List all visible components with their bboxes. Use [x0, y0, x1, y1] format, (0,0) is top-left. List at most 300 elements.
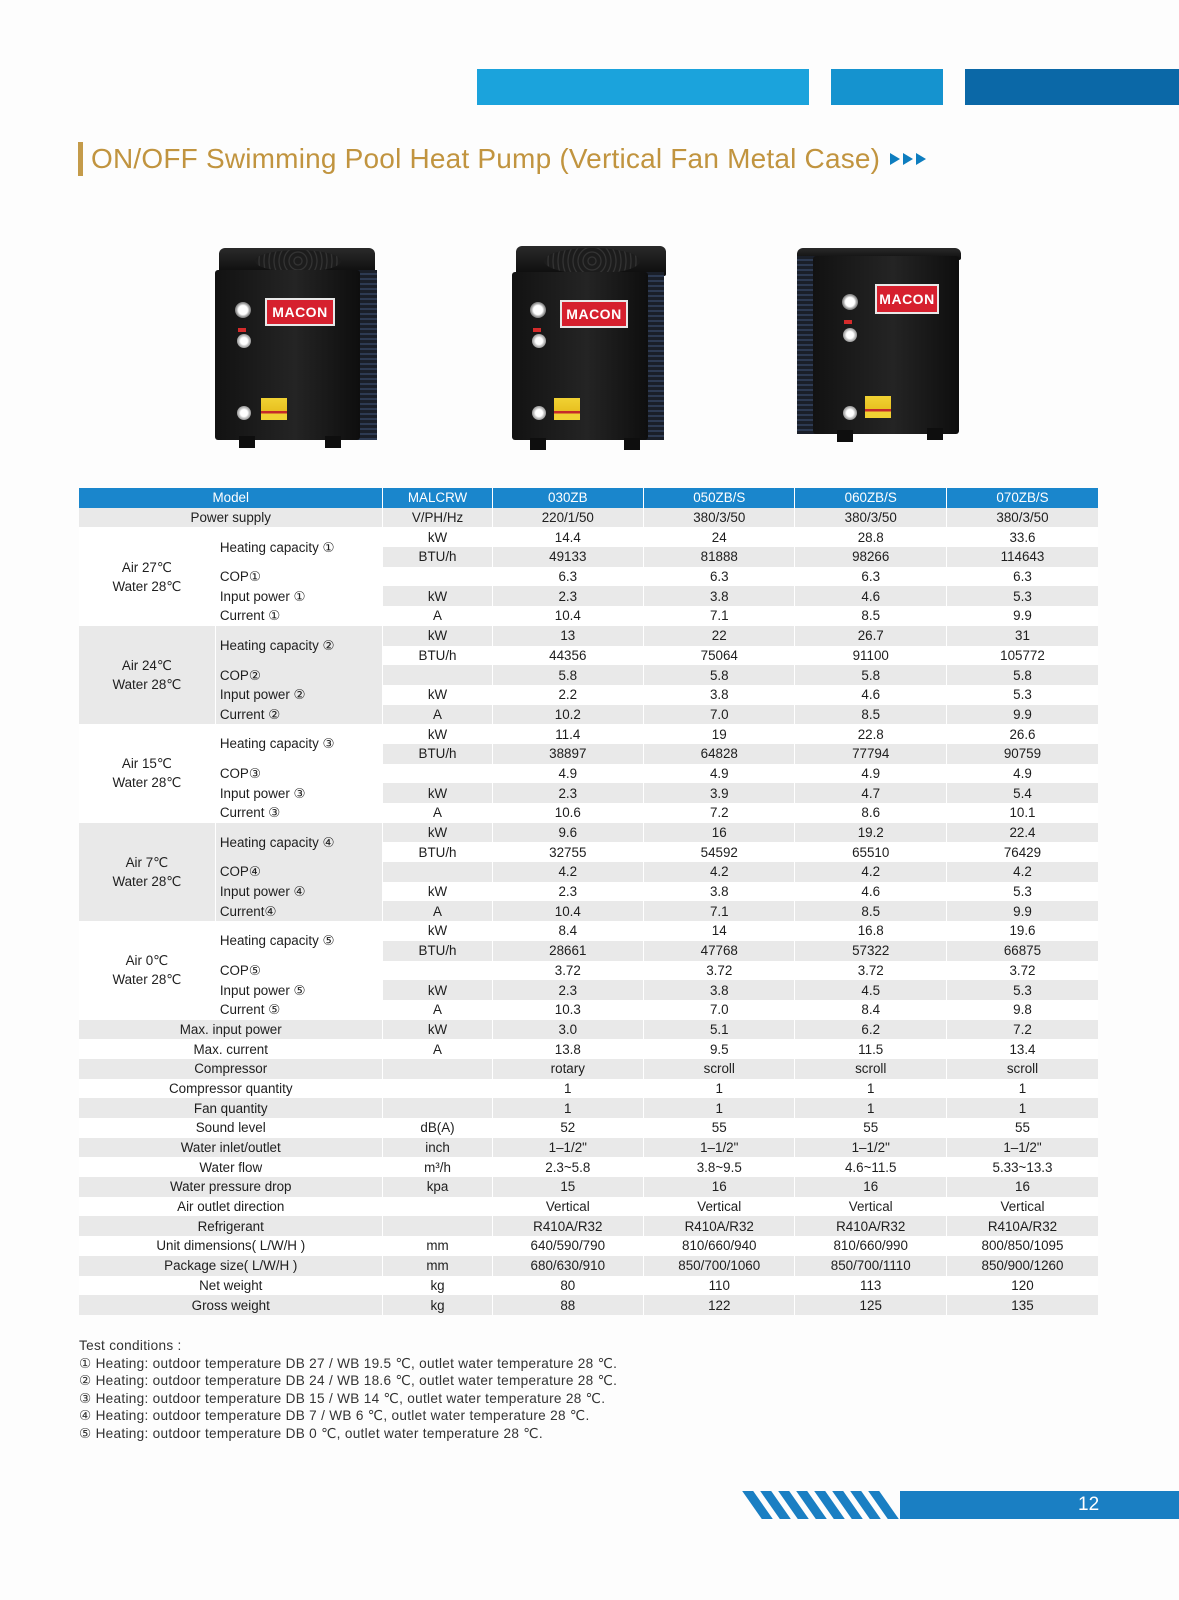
row-label: Max. input power: [79, 1020, 383, 1040]
row-label: Unit dimensions( L/W/H ): [79, 1236, 383, 1256]
cell-value: 6.3: [644, 567, 795, 587]
cell-value: 14.4: [492, 527, 643, 547]
cell-value: 4.6: [795, 685, 946, 705]
cell-value: 1–1/2": [795, 1138, 946, 1158]
cell-value: 380/3/50: [946, 508, 1098, 528]
product-image-030zb: [215, 248, 380, 450]
cell-value: 4.9: [795, 764, 946, 784]
table-row: [79, 1020, 1098, 1040]
warning-label-icon: [261, 398, 287, 420]
row-unit: kW: [383, 980, 492, 1000]
cell-value: 13.8: [492, 1039, 643, 1059]
cell-value: 55: [946, 1118, 1098, 1138]
cell-value: 9.6: [492, 823, 643, 843]
cell-value: 2.3: [492, 783, 643, 803]
parameter-label: COP⑤: [215, 961, 383, 981]
parameter-label: Input power ②: [215, 685, 383, 705]
cell-value: 125: [795, 1295, 946, 1315]
row-unit: [383, 1216, 492, 1236]
cell-value: 1: [644, 1098, 795, 1118]
row-unit: kW: [383, 586, 492, 606]
fan-grille-icon: [544, 248, 640, 274]
test-condition-cell: [79, 527, 215, 625]
cell-value: 810/660/990: [795, 1236, 946, 1256]
condition-air: Air 0℃: [125, 953, 169, 969]
cell-value: 810/660/940: [644, 1236, 795, 1256]
table-row: [79, 862, 1098, 882]
row-unit: kW: [383, 685, 492, 705]
row-label: Water flow: [79, 1157, 383, 1177]
cell-value: 77794: [795, 744, 946, 764]
cell-value: 11.5: [795, 1039, 946, 1059]
table-row: [79, 1138, 1098, 1158]
condition-water: Water 28℃: [112, 677, 182, 693]
cell-value: 91100: [795, 646, 946, 666]
cell-value: 1–1/2": [644, 1138, 795, 1158]
table-header-row: [79, 488, 1098, 508]
parameter-label: Input power ①: [215, 586, 383, 606]
cell-value: 47768: [644, 941, 795, 961]
cell-value: 1: [492, 1098, 643, 1118]
heating-capacity-label: Heating capacity ①: [215, 527, 383, 566]
cell-value: 10.3: [492, 1000, 643, 1020]
condition-water: Water 28℃: [112, 873, 182, 889]
brand-logo: MACON: [560, 300, 628, 328]
pressure-gauge-icon: [235, 302, 251, 318]
cell-value: 5.8: [795, 665, 946, 685]
cell-value: 2.2: [492, 685, 643, 705]
cell-value: rotary: [492, 1059, 643, 1079]
table-row: [79, 1236, 1098, 1256]
cell-value: 680/630/910: [492, 1256, 643, 1276]
row-unit: BTU/h: [383, 547, 492, 567]
cell-value: 2.3: [492, 882, 643, 902]
cell-value: 10.2: [492, 705, 643, 725]
row-unit: V/PH/Hz: [383, 508, 492, 528]
table-row: [79, 567, 1098, 587]
cell-value: 220/1/50: [492, 508, 643, 528]
row-unit: A: [383, 606, 492, 626]
cell-value: 8.4: [492, 921, 643, 941]
cell-value: R410A/R32: [946, 1216, 1098, 1236]
brand-logo: MACON: [875, 284, 939, 314]
cell-value: 26.7: [795, 626, 946, 646]
parameter-label: Current④: [215, 901, 383, 921]
cell-value: 110: [644, 1276, 795, 1296]
cell-value: 76429: [946, 842, 1098, 862]
cell-value: 49133: [492, 547, 643, 567]
note-line: ⑤ Heating: outdoor temperature DB 0 ℃, outlet water temperature 28 ℃.: [79, 1425, 543, 1441]
cell-value: 16: [946, 1177, 1098, 1197]
cell-value: 10.4: [492, 901, 643, 921]
row-unit: [383, 1059, 492, 1079]
table-row: [79, 705, 1098, 725]
cell-value: 6.3: [946, 567, 1098, 587]
table-row: [79, 803, 1098, 823]
table-row: [79, 961, 1098, 981]
note-line: ④ Heating: outdoor temperature DB 7 / WB 6 ℃, outlet water temperature 28 ℃.: [79, 1408, 590, 1424]
cell-value: 4.2: [946, 862, 1098, 882]
note-line: ① Heating: outdoor temperature DB 27 / WB 19.5 ℃, outlet water temperature 28 ℃.: [79, 1355, 618, 1371]
row-label: Package size( L/W/H ): [79, 1256, 383, 1276]
row-unit: [383, 665, 492, 685]
heating-capacity-label: Heating capacity ⑤: [215, 921, 383, 960]
row-unit: dB(A): [383, 1118, 492, 1138]
parameter-label: COP④: [215, 862, 383, 882]
row-unit: kW: [383, 626, 492, 646]
cell-value: 640/590/790: [492, 1236, 643, 1256]
row-unit: [383, 1098, 492, 1118]
table-row: [79, 901, 1098, 921]
header-bar-mid: [831, 69, 943, 105]
cell-value: 1: [795, 1098, 946, 1118]
spec-table: [79, 488, 1098, 1315]
cell-value: scroll: [644, 1059, 795, 1079]
cell-value: 4.6: [795, 882, 946, 902]
row-unit: A: [383, 705, 492, 725]
cell-value: 7.0: [644, 705, 795, 725]
cell-value: 38897: [492, 744, 643, 764]
cell-value: 10.6: [492, 803, 643, 823]
water-port-icon: [237, 406, 251, 420]
cell-value: 13.4: [946, 1039, 1098, 1059]
table-row: [79, 1216, 1098, 1236]
condition-water: Water 28℃: [112, 775, 182, 791]
cell-value: 33.6: [946, 527, 1098, 547]
cell-value: 9.9: [946, 606, 1098, 626]
water-port-icon: [237, 334, 251, 348]
condition-water: Water 28℃: [112, 578, 182, 594]
table-row: [79, 1059, 1098, 1079]
cell-value: 7.0: [644, 1000, 795, 1020]
cell-value: 5.4: [946, 783, 1098, 803]
water-port-icon: [843, 328, 857, 342]
cell-value: 26.6: [946, 724, 1098, 744]
cell-value: 3.8: [644, 685, 795, 705]
parameter-label: Current ①: [215, 606, 383, 626]
cell-value: 8.5: [795, 901, 946, 921]
row-label: Max. current: [79, 1039, 383, 1059]
cell-value: 9.9: [946, 705, 1098, 725]
condition-air: Air 27℃: [121, 559, 172, 575]
cell-value: 22: [644, 626, 795, 646]
cell-value: 5.33~13.3: [946, 1157, 1098, 1177]
cell-value: 10.4: [492, 606, 643, 626]
cell-value: 113: [795, 1276, 946, 1296]
cell-value: 3.8: [644, 586, 795, 606]
row-unit: A: [383, 901, 492, 921]
cell-value: 16.8: [795, 921, 946, 941]
row-unit: [383, 1197, 492, 1217]
pressure-gauge-icon: [530, 302, 546, 318]
cell-value: 7.1: [644, 606, 795, 626]
parameter-label: Input power ③: [215, 783, 383, 803]
row-unit: inch: [383, 1138, 492, 1158]
cell-value: 105772: [946, 646, 1098, 666]
cell-value: 14: [644, 921, 795, 941]
row-label: Power supply: [79, 508, 383, 528]
row-label: Water inlet/outlet: [79, 1138, 383, 1158]
cell-value: 380/3/50: [795, 508, 946, 528]
cell-value: 28.8: [795, 527, 946, 547]
fan-grille-icon: [255, 250, 341, 272]
table-row: [79, 980, 1098, 1000]
parameter-label: Input power ④: [215, 882, 383, 902]
cell-value: 5.3: [946, 586, 1098, 606]
cell-value: 2.3~5.8: [492, 1157, 643, 1177]
condition-air: Air 24℃: [121, 658, 172, 674]
row-label: Compressor quantity: [79, 1079, 383, 1099]
cell-value: 2.3: [492, 586, 643, 606]
table-row: [79, 626, 1098, 646]
pressure-gauge-icon: [842, 294, 858, 310]
cell-value: 75064: [644, 646, 795, 666]
header-model-050zbs: 050ZB/S: [644, 488, 795, 508]
cell-value: 850/900/1260: [946, 1256, 1098, 1276]
cell-value: 31: [946, 626, 1098, 646]
page-number: 12: [1078, 1494, 1100, 1515]
row-unit: kW: [383, 823, 492, 843]
cell-value: 5.3: [946, 685, 1098, 705]
header-model-070zbs: 070ZB/S: [946, 488, 1098, 508]
row-unit: BTU/h: [383, 744, 492, 764]
table-row: [79, 1000, 1098, 1020]
row-unit: BTU/h: [383, 842, 492, 862]
cell-value: R410A/R32: [795, 1216, 946, 1236]
condition-water: Water 28℃: [112, 972, 182, 988]
cell-value: 4.2: [795, 862, 946, 882]
row-unit: kW: [383, 1020, 492, 1040]
cell-value: 28661: [492, 941, 643, 961]
cell-value: 9.5: [644, 1039, 795, 1059]
brand-logo: MACON: [265, 298, 335, 326]
row-unit: kW: [383, 921, 492, 941]
cell-value: 4.6: [795, 586, 946, 606]
table-row: [79, 1039, 1098, 1059]
cell-value: 2.3: [492, 980, 643, 1000]
product-image-050zb: [512, 246, 677, 452]
cell-value: 98266: [795, 547, 946, 567]
cell-value: 1: [946, 1079, 1098, 1099]
table-row: [79, 1276, 1098, 1296]
cell-value: 5.3: [946, 980, 1098, 1000]
cell-value: 6.3: [795, 567, 946, 587]
table-row: [79, 1177, 1098, 1197]
cell-value: scroll: [946, 1059, 1098, 1079]
cell-value: 9.8: [946, 1000, 1098, 1020]
cell-value: 55: [795, 1118, 946, 1138]
test-condition-cell: [79, 724, 215, 822]
cell-value: 8.4: [795, 1000, 946, 1020]
parameter-label: COP②: [215, 665, 383, 685]
cell-value: 10.1: [946, 803, 1098, 823]
cell-value: 6.2: [795, 1020, 946, 1040]
parameter-label: Current ③: [215, 803, 383, 823]
row-label: Refrigerant: [79, 1216, 383, 1236]
table-row: [79, 1098, 1098, 1118]
row-unit: A: [383, 803, 492, 823]
cell-value: 1: [795, 1079, 946, 1099]
cell-value: 7.1: [644, 901, 795, 921]
table-row: [79, 508, 1098, 528]
cell-value: 6.3: [492, 567, 643, 587]
cell-value: 19.6: [946, 921, 1098, 941]
cell-value: 135: [946, 1295, 1098, 1315]
row-unit: [383, 961, 492, 981]
warning-label-icon: [865, 396, 891, 418]
cell-value: 7.2: [946, 1020, 1098, 1040]
parameter-label: Input power ⑤: [215, 980, 383, 1000]
cell-value: 4.6~11.5: [795, 1157, 946, 1177]
cell-value: 120: [946, 1276, 1098, 1296]
cell-value: 800/850/1095: [946, 1236, 1098, 1256]
cell-value: 3.0: [492, 1020, 643, 1040]
cell-value: 15: [492, 1177, 643, 1197]
cell-value: 3.72: [795, 961, 946, 981]
cell-value: 8.5: [795, 606, 946, 626]
notes-heading: Test conditions :: [79, 1338, 182, 1353]
cell-value: 8.6: [795, 803, 946, 823]
header-model-060zbs: 060ZB/S: [795, 488, 946, 508]
row-unit: kW: [383, 783, 492, 803]
table-row: [79, 882, 1098, 902]
cell-value: 1: [644, 1079, 795, 1099]
cell-value: 54592: [644, 842, 795, 862]
cell-value: 80: [492, 1276, 643, 1296]
row-unit: kg: [383, 1276, 492, 1296]
cell-value: Vertical: [795, 1197, 946, 1217]
cell-value: 55: [644, 1118, 795, 1138]
cell-value: 11.4: [492, 724, 643, 744]
row-label: Fan quantity: [79, 1098, 383, 1118]
row-unit: A: [383, 1039, 492, 1059]
cell-value: 4.9: [946, 764, 1098, 784]
cell-value: 66875: [946, 941, 1098, 961]
cell-value: 4.2: [492, 862, 643, 882]
cell-value: 90759: [946, 744, 1098, 764]
cell-value: 57322: [795, 941, 946, 961]
test-conditions-notes: [79, 1337, 617, 1443]
cell-value: 44356: [492, 646, 643, 666]
row-label: Water pressure drop: [79, 1177, 383, 1197]
table-row: [79, 724, 1098, 744]
cell-value: 4.7: [795, 783, 946, 803]
cell-value: 16: [644, 1177, 795, 1197]
table-row: [79, 1197, 1098, 1217]
cell-value: 7.2: [644, 803, 795, 823]
footer-bar: [900, 1491, 1179, 1519]
cell-value: 81888: [644, 547, 795, 567]
triple-arrow-icon: [890, 153, 929, 165]
cell-value: 5.1: [644, 1020, 795, 1040]
cell-value: 850/700/1110: [795, 1256, 946, 1276]
table-row: [79, 1295, 1098, 1315]
page-title-block: [78, 141, 929, 177]
cell-value: 5.8: [492, 665, 643, 685]
water-port-icon: [843, 406, 857, 420]
test-condition-cell: [79, 626, 215, 724]
heating-capacity-label: Heating capacity ④: [215, 823, 383, 862]
table-row: [79, 606, 1098, 626]
note-line: ③ Heating: outdoor temperature DB 15 / WB 14 ℃, outlet water temperature 28 ℃.: [79, 1390, 606, 1406]
row-unit: A: [383, 1000, 492, 1020]
cell-value: Vertical: [644, 1197, 795, 1217]
header-bar-light: [477, 69, 809, 105]
parameter-label: COP①: [215, 567, 383, 587]
row-label: Sound level: [79, 1118, 383, 1138]
row-unit: mm: [383, 1256, 492, 1276]
cell-value: 64828: [644, 744, 795, 764]
cell-value: 5.3: [946, 882, 1098, 902]
cell-value: 13: [492, 626, 643, 646]
table-row: [79, 586, 1098, 606]
row-unit: kg: [383, 1295, 492, 1315]
cell-value: 19.2: [795, 823, 946, 843]
condition-air: Air 7℃: [125, 854, 169, 870]
title-accent-bar: [78, 142, 83, 176]
table-row: [79, 1079, 1098, 1099]
cell-value: Vertical: [492, 1197, 643, 1217]
row-label: Net weight: [79, 1276, 383, 1296]
water-port-icon: [532, 406, 546, 420]
cell-value: 4.2: [644, 862, 795, 882]
cell-value: R410A/R32: [492, 1216, 643, 1236]
table-row: [79, 823, 1098, 843]
test-condition-cell: [79, 823, 215, 921]
cell-value: 114643: [946, 547, 1098, 567]
cell-value: 3.72: [492, 961, 643, 981]
row-unit: m³/h: [383, 1157, 492, 1177]
cell-value: 9.9: [946, 901, 1098, 921]
condition-air: Air 15℃: [121, 756, 172, 772]
cell-value: 19: [644, 724, 795, 744]
cell-value: 8.5: [795, 705, 946, 725]
parameter-label: COP③: [215, 764, 383, 784]
cell-value: 5.8: [946, 665, 1098, 685]
row-unit: [383, 764, 492, 784]
table-row: [79, 685, 1098, 705]
cell-value: 88: [492, 1295, 643, 1315]
cell-value: 1: [492, 1079, 643, 1099]
cell-value: 5.8: [644, 665, 795, 685]
cell-value: 65510: [795, 842, 946, 862]
note-line: ② Heating: outdoor temperature DB 24 / WB 18.6 ℃, outlet water temperature 28 ℃.: [79, 1373, 618, 1389]
table-row: [79, 527, 1098, 547]
cell-value: 1–1/2": [492, 1138, 643, 1158]
parameter-label: Current ②: [215, 705, 383, 725]
warning-label-icon: [554, 398, 580, 420]
cell-value: 4.9: [644, 764, 795, 784]
row-unit: [383, 567, 492, 587]
cell-value: 3.8~9.5: [644, 1157, 795, 1177]
table-row: [79, 1256, 1098, 1276]
cell-value: 22.4: [946, 823, 1098, 843]
table-row: [79, 783, 1098, 803]
row-label: Compressor: [79, 1059, 383, 1079]
water-port-icon: [532, 334, 546, 348]
cell-value: 16: [644, 823, 795, 843]
cell-value: 380/3/50: [644, 508, 795, 528]
cell-value: 3.72: [644, 961, 795, 981]
cell-value: 16: [795, 1177, 946, 1197]
header-model: Model: [79, 488, 383, 508]
parameter-label: Current ⑤: [215, 1000, 383, 1020]
row-unit: kW: [383, 527, 492, 547]
cell-value: 3.8: [644, 882, 795, 902]
table-row: [79, 1157, 1098, 1177]
cell-value: scroll: [795, 1059, 946, 1079]
spec-table-body: [79, 508, 1098, 1315]
